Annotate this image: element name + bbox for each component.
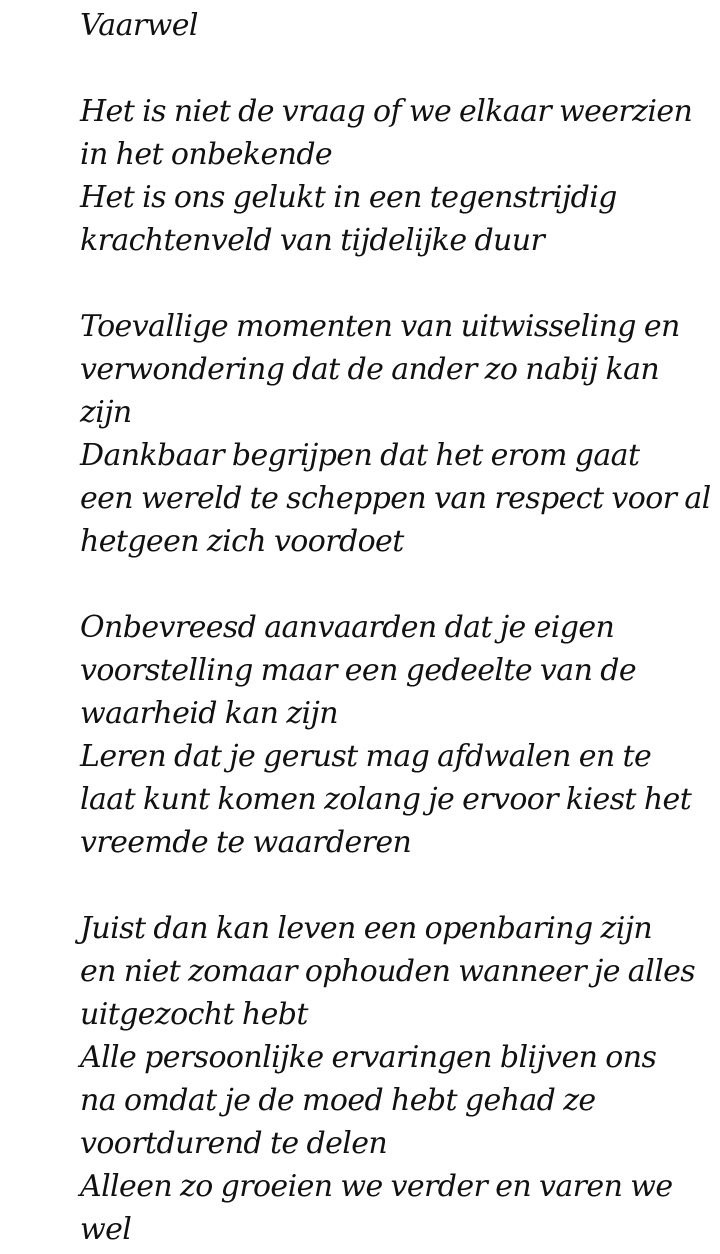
poem-line: voorstelling maar een gedeelte van de [80,653,636,688]
stanza-1 [80,90,710,262]
poem-line: verwondering dat de ander zo nabij kan [80,352,660,387]
poem-line: Onbevreesd aanvaarden dat je eigen [80,610,615,645]
poem-line: zijn [80,395,132,430]
poem-line: in het onbekende [80,137,333,172]
poem-line: Dankbaar begrijpen dat het erom gaat [80,438,640,473]
stanza-break [80,262,710,305]
poem-line: uitgezocht hebt [80,997,308,1032]
poem-line: Alle persoonlijke ervaringen blijven ons [80,1040,657,1075]
poem-line: Toevallige momenten van uitwisseling en [80,309,680,344]
poem-line: voortdurend te delen [80,1126,388,1161]
poem-line: een wereld te scheppen van respect voor al [80,481,711,516]
poem-title: Vaarwel [80,8,198,43]
poem-line: Het is ons gelukt in een tegenstrijdig [80,180,617,215]
poem-line: hetgeen zich voordoet [80,524,404,559]
poem [80,4,710,1251]
poem-line: krachtenveld van tijdelijke duur [80,223,545,258]
stanza-4 [80,907,710,1251]
poem-line: Juist dan kan leven een openbaring zijn [80,911,653,946]
poem-line: Alleen zo groeien we verder en varen we [80,1169,673,1204]
poem-line: Het is niet de vraag of we elkaar weerzien [80,94,693,129]
poem-line: wel [80,1212,132,1247]
poem-line: vreemde te waarderen [80,825,412,860]
stanza-break [80,864,710,907]
stanza-break [80,47,710,90]
stanza-3 [80,606,710,864]
stanza-break [80,563,710,606]
poem-line: waarheid kan zijn [80,696,338,731]
poem-line: na omdat je de moed hebt gehad ze [80,1083,596,1118]
poem-line: laat kunt komen zolang je ervoor kiest het [80,782,692,817]
poem-line: en niet zomaar ophouden wanneer je alles [80,954,696,989]
stanza-2 [80,305,710,563]
poem-line: Leren dat je gerust mag afdwalen en te [80,739,652,774]
